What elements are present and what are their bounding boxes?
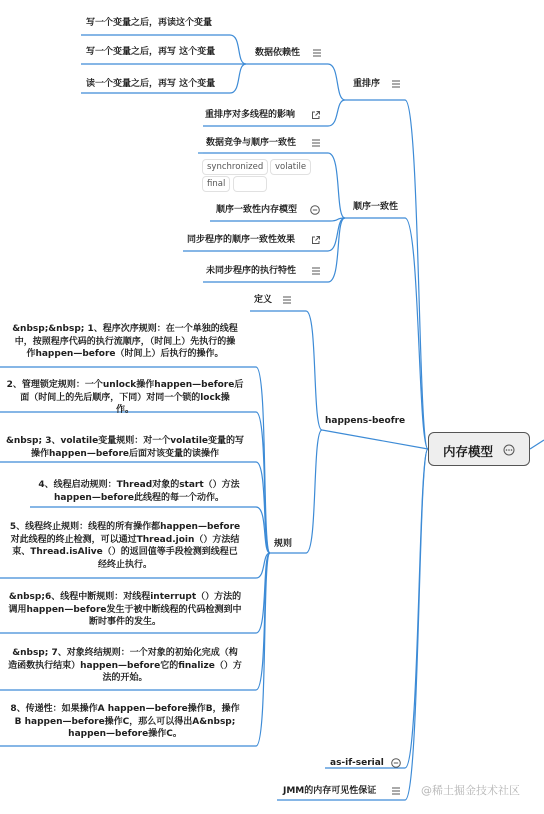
- node-consistency[interactable]: [353, 201, 398, 213]
- rule-3[interactable]: [0, 435, 250, 460]
- node-dependency[interactable]: [255, 47, 300, 59]
- node-as-if-serial[interactable]: [330, 757, 384, 769]
- node-reorder[interactable]: [353, 78, 380, 90]
- rule-5-line-1: 5、线程终止规则：线程的所有操作都happen—before: [9, 522, 241, 532]
- node-unsync-traits-label: 未同步程序的执行特性: [206, 266, 297, 276]
- rule-3-line-1: &nbsp; 3、volatile变量规则：对一个volatile变量的写: [5, 436, 245, 446]
- rule-7-line-3: 法的开始。: [102, 673, 148, 683]
- node-consistency-model[interactable]: [216, 204, 297, 216]
- link-root-right: [530, 440, 544, 449]
- node-consistency-model-label: 顺序一致性内存模型: [216, 205, 298, 215]
- note-lines-icon[interactable]: [311, 266, 321, 276]
- dependency-item-1[interactable]: 写一个变量之后，再读这个变量: [86, 18, 213, 28]
- rule-2-line-2: 面（时间上的先后顺序，下同）对同一个锁的lock操: [20, 392, 230, 403]
- note-lines-icon[interactable]: [391, 79, 401, 89]
- rule-5-line-4: 经终止执行。: [97, 559, 152, 570]
- root-node[interactable]: [428, 432, 530, 466]
- node-hb-definition-label: 定义: [254, 295, 273, 305]
- node-jmm-visibility[interactable]: [283, 785, 376, 797]
- node-reorder-label: 重排序: [353, 79, 381, 89]
- node-hb-rules-label: 规则: [274, 539, 293, 549]
- note-lines-icon[interactable]: [282, 295, 292, 305]
- rule-8-line-3: happen—before操作C。: [68, 729, 182, 739]
- rule-7[interactable]: [0, 647, 250, 685]
- rule-6-line-3: 断时事件的发生。: [88, 617, 161, 627]
- tag-empty[interactable]: [233, 176, 267, 192]
- node-race[interactable]: [206, 137, 296, 149]
- link-root-asifserial: [325, 449, 428, 768]
- rule-7-line-2: 造函数执行结束）happen—before它的finalize（）方: [8, 660, 242, 671]
- node-hb-rules[interactable]: [274, 538, 292, 550]
- node-dependency-label: 数据依赖性: [255, 48, 301, 58]
- rule-1-line-3: 作happen—before（时间上）后执行的操作。: [26, 349, 224, 359]
- rule-4-line-1: 4、线程启动规则：Thread对象的start（）方法: [38, 480, 240, 490]
- node-reorder-impact[interactable]: [205, 109, 295, 121]
- rule-8[interactable]: [0, 703, 250, 741]
- node-hb-definition[interactable]: [254, 294, 272, 306]
- rule-5[interactable]: [0, 521, 250, 571]
- node-sync-effect[interactable]: [187, 234, 295, 246]
- dependency-item-2[interactable]: 写一个变量之后，再写 这个变量: [86, 47, 216, 57]
- rule-1[interactable]: [0, 323, 250, 361]
- note-lines-icon[interactable]: [391, 786, 401, 796]
- node-happens-before-label: happens-beofre: [325, 416, 406, 426]
- rule-2-line-3: 作。: [115, 405, 134, 415]
- external-link-icon[interactable]: [311, 110, 321, 120]
- rule-4[interactable]: [28, 479, 250, 504]
- node-consistency-label: 顺序一致性: [353, 202, 399, 212]
- dependency-item-3[interactable]: 读一个变量之后，再写 这个变量: [86, 79, 216, 89]
- rule-6-line-1: &nbsp;6、线程中断规则：对线程interrupt（）方法的: [8, 592, 242, 602]
- collapse-circle-icon[interactable]: [310, 205, 320, 215]
- collapse-circle-icon[interactable]: [391, 758, 401, 768]
- tag-synchronized[interactable]: synchronized: [202, 159, 268, 175]
- rule-5-line-3: 束、Thread.isAlive（）的返回值等手段检测到线程已: [12, 547, 238, 557]
- node-as-if-serial-label: as-if-serial: [330, 758, 384, 768]
- node-sync-effect-label: 同步程序的顺序一致性效果: [187, 235, 296, 245]
- tag-final[interactable]: final: [202, 176, 230, 192]
- rule-1-line-1: &nbsp;&nbsp; 1、程序次序规则：在一个单独的线程: [12, 324, 238, 334]
- rule-4-line-2: happen—before此线程的每一个动作。: [53, 492, 225, 503]
- rule-7-line-1: &nbsp; 7、对象终结规则：一个对象的初始化完成（构: [12, 648, 238, 658]
- node-happens-before[interactable]: [325, 415, 405, 427]
- link-root-hb: [322, 430, 428, 449]
- note-lines-icon[interactable]: [311, 138, 321, 148]
- watermark: @稀土掘金技术社区: [421, 784, 520, 797]
- rule-6-line-2: 调用happen—before发生于被中断线程的代码检测到中: [8, 604, 242, 615]
- rule-3-line-2: 操作happen—before后面对该变量的读操作: [30, 448, 220, 459]
- root-label: 内存模型: [443, 444, 494, 459]
- node-reorder-impact-label: 重排序对多线程的影响: [205, 110, 296, 120]
- rule-5-line-2: 对此线程的终止检测，可以通过Thread.join（）方法结: [10, 534, 240, 545]
- tag-volatile[interactable]: volatile: [270, 159, 311, 175]
- node-jmm-visibility-label: JMM的内存可见性保证: [283, 786, 377, 796]
- node-race-label: 数据竞争与顺序一致性: [206, 138, 297, 148]
- node-unsync-traits[interactable]: [206, 265, 296, 277]
- rule-2[interactable]: [0, 379, 250, 417]
- rule-8-line-2: B happen—before操作C，那么可以得出A&nbsp;: [14, 716, 236, 727]
- note-lines-icon[interactable]: [312, 48, 322, 58]
- rule-2-line-1: 2、管理锁定规则：一个unlock操作happen—before后: [6, 380, 244, 390]
- collapse-circle-icon[interactable]: [503, 444, 515, 456]
- external-link-icon[interactable]: [311, 235, 321, 245]
- link-root-jmm: [277, 449, 428, 800]
- rule-1-line-2: 中，按照程序代码的执行流顺序，（时间上）先执行的操: [14, 336, 236, 347]
- rule-8-line-1: 8、传递性：如果操作A happen—before操作B，操作: [10, 704, 240, 714]
- rule-6[interactable]: [0, 591, 250, 629]
